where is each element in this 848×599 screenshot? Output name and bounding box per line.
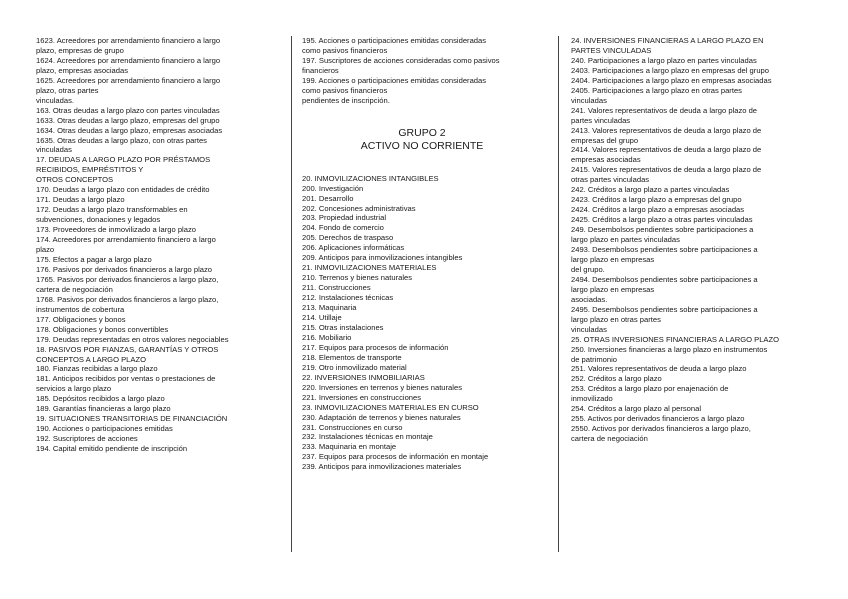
text-line: largo plazo en empresas: [571, 284, 655, 294]
text-line: 237. Equipos para procesos de información en montaje: [302, 452, 489, 462]
text-line: plazo, otras partes: [36, 85, 99, 95]
text-line: 200. Investigación: [302, 183, 364, 193]
text-line: 171. Deudas a largo plazo: [36, 195, 125, 205]
text-line: 203. Propiedad industrial: [302, 213, 387, 223]
text-line: 233. Maquinaria en montaje: [302, 442, 397, 452]
text-line: 205. Derechos de traspaso: [302, 233, 394, 243]
text-line: 216. Mobiliario: [302, 332, 352, 342]
text-line: 1634. Otras deudas a largo plazo, empresas asociadas: [36, 125, 223, 135]
text-line: 2405. Participaciones a largo plazo en otras partes: [571, 85, 742, 95]
text-line: 209. Anticipos para inmovilizaciones intangibles: [302, 253, 463, 263]
text-line: instrumentos de cobertura: [36, 304, 125, 314]
column-divider: [291, 36, 292, 552]
text-line: 185. Depósitos recibidos a largo plazo: [36, 394, 165, 404]
text-line: 251. Valores representativos de deuda a largo plazo: [571, 364, 747, 374]
text-line: 215. Otras instalaciones: [302, 322, 384, 332]
text-line: 179. Deudas representadas en otros valores negociables: [36, 334, 229, 344]
text-line: 2494. Desembolsos pendientes sobre participaciones a: [571, 274, 758, 284]
text-line: 253. Créditos a largo plazo por enajenación de: [571, 384, 729, 394]
text-line: 211. Construcciones: [302, 283, 371, 293]
text-line: 231. Construcciones en curso: [302, 422, 403, 432]
text-line: 1633. Otras deudas a largo plazo, empresas del grupo: [36, 115, 220, 125]
text-line: plazo: [36, 245, 55, 255]
text-line: 240. Participaciones a largo plazo en partes vinculadas: [571, 55, 757, 65]
text-line: 189. Garantías financieras a largo plazo: [36, 404, 171, 414]
text-line: 249. Desembolsos pendientes sobre participaciones a: [571, 225, 754, 235]
text-line: asociadas.: [571, 294, 608, 304]
text-line: 177. Obligaciones y bonos: [36, 314, 126, 324]
text-line: 2495. Desembolsos pendientes sobre participaciones a: [571, 304, 758, 314]
text-line: vinculadas.: [36, 95, 74, 105]
column-middle-top: [302, 36, 542, 106]
column-middle-bottom: [302, 174, 542, 473]
text-line: 174. Acreedores por arrendamiento financiero a largo: [36, 235, 216, 245]
text-line: 2415. Valores representativos de deuda a largo plazo de: [571, 165, 762, 175]
text-line: inmovilizado: [571, 394, 613, 404]
text-line: 250. Inversiones financieras a largo plazo en instrumentos: [571, 344, 768, 354]
text-line: de patrimonio: [571, 354, 618, 364]
text-line: financieros: [302, 65, 339, 75]
text-line: 176. Pasivos por derivados financieros a largo plazo: [36, 264, 213, 274]
text-line: plazo, empresas asociadas: [36, 65, 129, 75]
text-line: 1624. Acreedores por arrendamiento financiero a largo: [36, 55, 221, 65]
text-line: 175. Efectos a pagar a largo plazo: [36, 254, 152, 264]
text-line: 217. Equipos para procesos de información: [302, 342, 449, 352]
text-line: 172. Deudas a largo plazo transformables en: [36, 205, 188, 215]
text-line: plazo, empresas de grupo: [36, 45, 124, 55]
text-line: otras partes vinculadas: [571, 175, 650, 185]
text-line: 2413. Valores representativos de deuda a largo plazo de: [571, 125, 762, 135]
text-line: 220. Inversiones en terrenos y bienes naturales: [302, 382, 462, 392]
text-line: 190. Acciones o participaciones emitidas: [36, 424, 173, 434]
column-divider: [558, 36, 559, 552]
text-line: 163. Otras deudas a largo plazo con partes vinculadas: [36, 105, 220, 115]
text-line: 170. Deudas a largo plazo con entidades de crédito: [36, 185, 210, 195]
text-line: 197. Suscriptores de acciones consideradas como pasivos: [302, 55, 500, 65]
text-line: 17. DEUDAS A LARGO PLAZO POR PRÉSTAMOS: [36, 155, 211, 165]
text-line: 214. Utillaje: [302, 313, 342, 323]
text-line: 252. Créditos a largo plazo: [571, 374, 662, 384]
text-line: 221. Inversiones en construcciones: [302, 392, 422, 402]
text-line: 2404. Participaciones a largo plazo en empresas asociadas: [571, 75, 772, 85]
text-line: 202. Concesiones administrativas: [302, 203, 416, 213]
text-line: 2425. Créditos a largo plazo a otras partes vinculadas: [571, 215, 753, 225]
text-line: 241. Valores representativos de deuda a largo plazo de: [571, 105, 758, 115]
text-line: 212. Instalaciones técnicas: [302, 293, 394, 303]
text-line: como pasivos financieros: [302, 85, 388, 95]
text-line: 1623. Acreedores por arrendamiento financiero a largo: [36, 36, 221, 45]
text-line: 192. Suscriptores de acciones: [36, 434, 138, 444]
text-line: 1635. Otras deudas a largo plazo, con otras partes: [36, 135, 207, 145]
text-line: 24. INVERSIONES FINANCIERAS A LARGO PLAZO EN: [571, 36, 764, 45]
column-left: [36, 36, 286, 454]
text-line: empresas del grupo: [571, 135, 639, 145]
column-middle: [302, 36, 542, 472]
text-line: 2414. Valores representativos de deuda a largo plazo de: [571, 145, 762, 155]
text-line: RECIBIDOS, EMPRÉSTITOS Y: [36, 165, 144, 175]
text-line: 239. Anticipos para inmovilizaciones materiales: [302, 462, 462, 472]
text-line: 180. Fianzas recibidas a largo plazo: [36, 364, 158, 374]
text-line: cartera de negociación: [36, 284, 113, 294]
text-line: como pasivos financieros: [302, 45, 388, 55]
text-line: 22. INVERSIONES INMOBILIARIAS: [302, 372, 425, 382]
text-line: 195. Acciones o participaciones emitidas consideradas: [302, 36, 487, 45]
text-line: vinculadas: [571, 324, 607, 334]
group-subtitle: ACTIVO NO CORRIENTE: [360, 139, 484, 152]
text-line: subvenciones, donaciones y legados: [36, 215, 161, 225]
text-line: 20. INMOVILIZACIONES INTANGIBLES: [302, 173, 439, 183]
text-line: 23. INMOVILIZACIONES MATERIALES EN CURSO: [302, 402, 479, 412]
text-line: 2550. Activos por derivados financieros a largo plazo,: [571, 424, 751, 434]
text-line: 230. Adaptación de terrenos y bienes naturales: [302, 412, 461, 422]
text-line: largo plazo en partes vinculadas: [571, 235, 680, 245]
text-line: 255. Activos por derivados financieros a largo plazo: [571, 414, 745, 424]
text-line: 25. OTRAS INVERSIONES FINANCIERAS A LARGO PLAZO: [571, 334, 780, 344]
text-line: 1625. Acreedores por arrendamiento financiero a largo: [36, 75, 221, 85]
text-line: 2423. Créditos a largo plazo a empresas del grupo: [571, 195, 742, 205]
text-line: 178. Obligaciones y bonos convertibles: [36, 324, 169, 334]
text-line: 18. PASIVOS POR FIANZAS, GARANTÍAS Y OTROS: [36, 344, 219, 354]
text-line: vinculadas: [36, 145, 72, 155]
text-line: empresas asociadas: [571, 155, 641, 165]
text-line: 210. Terrenos y bienes naturales: [302, 273, 413, 283]
text-line: 19. SITUACIONES TRANSITORIAS DE FINANCIACIÓN: [36, 414, 228, 424]
text-line: 254. Créditos a largo plazo al personal: [571, 404, 702, 414]
text-line: partes vinculadas: [571, 115, 631, 125]
text-line: 194. Capital emitido pendiente de inscripción: [36, 444, 188, 454]
text-line: CONCEPTOS A LARGO PLAZO: [36, 354, 147, 364]
text-line: PARTES VINCULADAS: [571, 45, 652, 55]
text-line: vinculadas: [571, 95, 607, 105]
text-line: 181. Anticipos recibidos por ventas o prestaciones de: [36, 374, 216, 384]
text-line: 1768. Pasivos por derivados financieros a largo plazo,: [36, 294, 219, 304]
text-line: OTROS CONCEPTOS: [36, 175, 114, 185]
group-heading: [302, 127, 542, 153]
text-line: 2493. Desembolsos pendientes sobre participaciones a: [571, 245, 758, 255]
text-line: 173. Proveedores de inmovilizado a largo plazo: [36, 225, 196, 235]
text-line: 218. Elementos de transporte: [302, 352, 402, 362]
text-line: 204. Fondo de comercio: [302, 223, 384, 233]
text-line: 2424. Créditos a largo plazo a empresas asociadas: [571, 205, 745, 215]
text-line: 242. Créditos a largo plazo a partes vinculadas: [571, 185, 730, 195]
text-line: 1765. Pasivos por derivados financieros a largo plazo,: [36, 274, 219, 284]
text-line: pendientes de inscripción.: [302, 95, 390, 105]
text-line: largo plazo en empresas: [571, 254, 655, 264]
text-line: 201. Desarrollo: [302, 193, 354, 203]
text-line: 199. Acciones o participaciones emitidas consideradas: [302, 75, 487, 85]
text-line: 2403. Participaciones a largo plazo en empresas del grupo: [571, 65, 769, 75]
text-line: 219. Otro inmovilizado material: [302, 362, 407, 372]
text-line: 232. Instalaciones técnicas en montaje: [302, 432, 433, 442]
text-line: 206. Aplicaciones informáticas: [302, 243, 405, 253]
text-line: servicios a largo plazo: [36, 384, 112, 394]
text-line: del grupo.: [571, 264, 605, 274]
text-line: 213. Maquinaria: [302, 303, 357, 313]
group-title: GRUPO 2: [398, 126, 446, 139]
text-line: 21. INMOVILIZACIONES MATERIALES: [302, 263, 437, 273]
text-line: cartera de negociación: [571, 434, 648, 444]
text-line: largo plazo en otras partes: [571, 314, 661, 324]
column-right: [571, 36, 816, 444]
